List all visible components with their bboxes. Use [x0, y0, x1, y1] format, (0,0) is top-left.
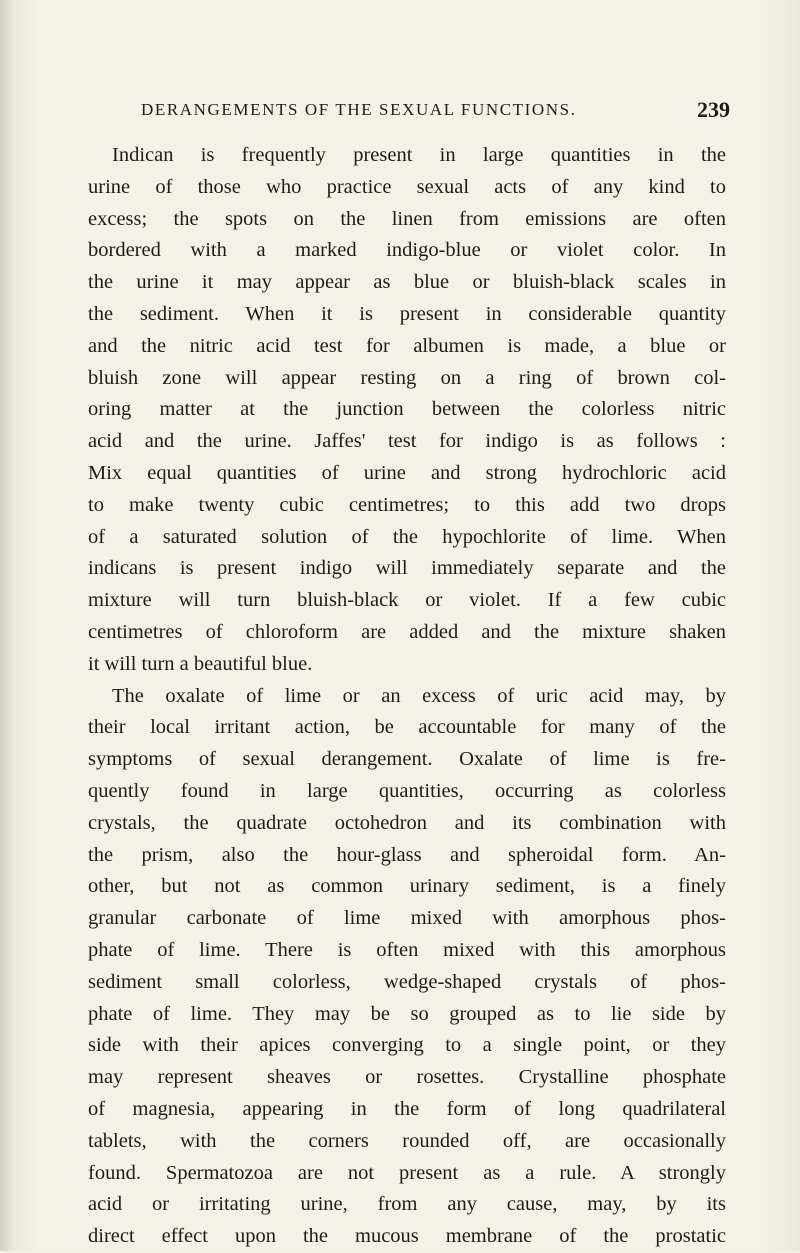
text-line: mixture will turn bluish-black or violet. If a few cubic	[88, 589, 726, 612]
text-line: symptoms of sexual derangement. Oxalate of lime is fre-	[88, 748, 726, 771]
text-line: other, but not as common urinary sediment, is a finely	[88, 875, 726, 898]
text-line: oring matter at the junction between the colorless nitric	[88, 398, 726, 421]
text-line: the sediment. When it is present in considerable quantity	[88, 302, 726, 325]
text-line: it will turn a beautiful blue.	[88, 652, 313, 675]
gutter-shadow	[0, 0, 14, 1251]
text-line: phate of lime. There is often mixed with this amorphous	[88, 938, 726, 961]
text-line: acid or irritating urine, from any cause, may, by its	[88, 1193, 726, 1216]
text-line: found. Spermatozoa are not present as a rule. A strongly	[88, 1161, 726, 1184]
text-line: may represent sheaves or rosettes. Crystalline phosphate	[88, 1066, 726, 1089]
text-line: Indican is frequently present in large quantities in the	[112, 144, 726, 166]
text-line: the urine it may appear as blue or bluish-black scales in	[88, 271, 726, 294]
text-line: side with their apices converging to a single point, or they	[88, 1034, 726, 1057]
text-line: and the nitric acid test for albumen is made, a blue or	[88, 334, 726, 357]
running-title: DERANGEMENTS OF THE SEXUAL FUNCTIONS.	[141, 100, 577, 119]
text-line: indicans is present indigo will immediately separate and the	[88, 557, 726, 580]
text-line: of magnesia, appearing in the form of long quadrilateral	[88, 1097, 726, 1120]
text-line: acid and the urine. Jaffes' test for indigo is as follows :	[88, 430, 726, 453]
page-number: 239	[697, 97, 730, 122]
text-line: bordered with a marked indigo-blue or violet color. In	[88, 239, 726, 262]
text-line: phate of lime. They may be so grouped as to lie side by	[88, 1002, 726, 1025]
text-line: granular carbonate of lime mixed with amorphous phos-	[88, 907, 726, 930]
text-line: the prism, also the hour-glass and spheroidal form. An-	[88, 843, 726, 866]
text-line: tablets, with the corners rounded off, are occasionally	[88, 1129, 726, 1152]
text-line: their local irritant action, be accountable for many of the	[88, 716, 726, 739]
text-line: The oxalate of lime or an excess of uric acid may, by	[112, 684, 726, 707]
text-line: direct effect upon the mucous membrane of the prostatic	[88, 1225, 726, 1248]
body-text	[88, 140, 726, 1253]
text-line: excess; the spots on the linen from emissions are often	[88, 207, 726, 230]
text-line: urine of those who practice sexual acts of any kind to	[88, 175, 726, 198]
text-line: quently found in large quantities, occurring as colorless	[88, 779, 726, 802]
text-line: sediment small colorless, wedge-shaped crystals of phos-	[88, 970, 726, 993]
text-line: to make twenty cubic centimetres; to this add two drops	[88, 493, 726, 516]
text-line: crystals, the quadrate octohedron and its combination with	[88, 811, 726, 834]
text-line: bluish zone will appear resting on a ring of brown col-	[88, 366, 726, 389]
text-line: Mix equal quantities of urine and strong hydrochloric acid	[88, 461, 726, 484]
running-head	[88, 97, 730, 127]
text-line: centimetres of chloroform are added and the mixture shaken	[88, 620, 726, 643]
text-line: of a saturated solution of the hypochlorite of lime. When	[88, 525, 726, 548]
